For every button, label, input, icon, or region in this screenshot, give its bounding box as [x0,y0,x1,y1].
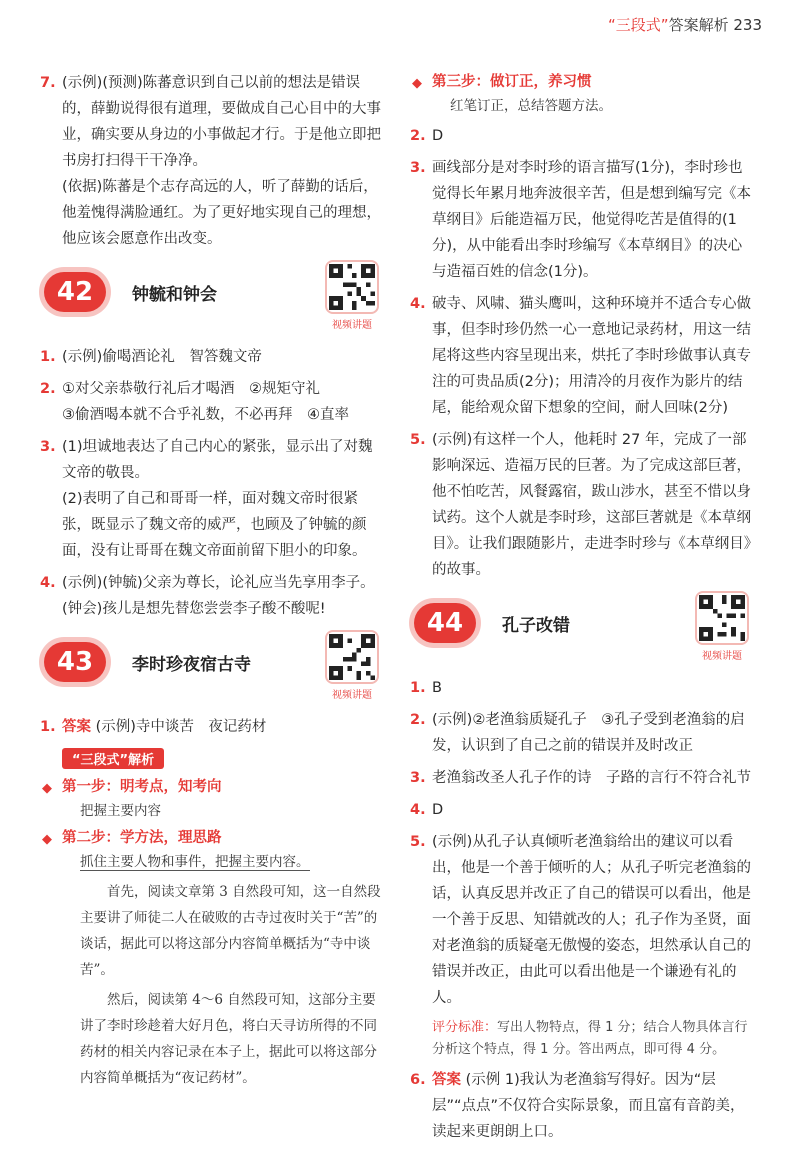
section-number-badge: 44 [414,603,476,643]
step-2 [40,826,385,850]
step-1 [40,775,385,799]
section-title: 钟毓和钟会 [132,285,217,305]
s43-question-5 [410,427,755,583]
video-qr-code[interactable] [325,260,379,331]
answer-text: B [432,680,442,696]
answer-text: 破寺、风啸、猫头鹰叫，这种环境并不适合专心做事，但李时珍仍然一心一意地记录药材，用这一结尾将这些内容呈现出来，烘托了李时珍做事认真专注的可贵品质(2分)；用清冷的月夜作为影片的结尾，能给观众留下想象的空间，耐人回味(2分) [432,296,751,416]
qr-caption: 视频讲题 [702,651,742,662]
q7-basis: (依据)陈蕃是个志存高远的人，听了薛勤的话后，他羞愧得满脸通红。为了更好地实现自己的理想，他应该会愿意作出改变。 [62,179,381,247]
question-number: 3. [410,160,426,176]
step-bullet-icon: ◆ [42,832,52,847]
qr-caption: 视频讲题 [332,320,372,331]
section-44-header [410,595,755,662]
answer-text: (示例 1)我认为老渔翁写得好。因为“层层”“点点”不仅符合实际景象，而且富有音韵美，读起来更朗朗上口。 [432,1072,745,1140]
s42-question-4 [40,570,385,622]
header-brand: “三段式” [608,16,669,34]
analysis-tag: “三段式”解析 [62,748,164,769]
question-number: 2. [40,381,56,397]
question-number: 1. [410,680,426,696]
question-number: 4. [40,575,56,591]
s44-question-3 [410,765,755,791]
answer-part-2: (2)表明了自己和哥哥一样，面对魏文帝时很紧张，既显示了魏文帝的威严，也顾及了钟毓的颜面，没有让哥哥在魏文帝面前留下胆小的印象。 [62,491,367,559]
answer-text: (示例)②老渔翁质疑孔子 ③孔子受到老渔翁的启发，认识到了自己之前的错误并及时改正 [432,712,745,754]
s44-question-4 [410,797,755,823]
page-header [608,14,762,35]
answer-part-1: (示例)(钟毓)父亲为尊长，论礼应当先享用李子。 [62,575,375,591]
section-number-badge: 42 [44,272,106,312]
scoring-text: 写出人物特点，得 1 分；结合人物具体言行分析这个特点，得 1 分。答出两点，即可得 4 分。 [432,1020,748,1057]
section-43-header [40,634,385,701]
question-number: 4. [410,802,426,818]
step-1-note: 把握主要内容 [80,803,161,819]
step-2-note [40,850,385,875]
answer-part-1: (1)坦诚地表达了自己内心的紧张，显示出了对魏文帝的敬畏。 [62,439,373,481]
scoring-criteria [410,1017,755,1061]
q7-prediction: (示例)(预测)陈蕃意识到自己以前的想法是错误的，薛勤说得很有道理，要做成自己心目中的大事业，确实要从身边的小事做起才行。于是他立即把书房打扫得干干净净。 [62,75,381,169]
right-column [410,70,755,1151]
s43-question-4 [410,291,755,421]
s43-question-1 [40,714,385,740]
answer-text: 画线部分是对李时珍的语言描写(1分)，李时珍也觉得长年累月地奔波很辛苦，但是想到编写完《本草纲目》后能造福万民，他觉得吃苦是值得的(1分)，从中能看出李时珍编写《本草纲目》的决心与造福百姓的信念(1分)。 [432,160,751,280]
s44-question-6 [410,1067,755,1145]
qr-caption: 视频讲题 [332,690,372,701]
video-qr-code[interactable] [325,630,379,701]
question-number: 3. [410,770,426,786]
answer-line: ①对父亲恭敬行礼后才喝酒 ②规矩守礼 [62,381,320,397]
s42-question-2 [40,376,385,428]
answer-text: (示例)寺中谈苦 夜记药材 [95,719,267,735]
step-bullet-icon: ◆ [412,76,422,91]
answer-part-2: (钟会)孩儿是想先替您尝尝李子酸不酸呢! [62,601,326,617]
question-number: 4. [410,296,426,312]
scoring-label: 评分标准： [432,1020,498,1035]
s43-question-3 [410,155,755,285]
answer-label: 答案 [62,719,91,735]
qr-code-icon [329,264,375,310]
question-7 [40,70,385,252]
section-title: 李时珍夜宿古寺 [132,655,251,675]
step-3 [410,70,755,94]
step-label: 第二步：学方法，理思路 [62,830,222,846]
question-number: 5. [410,432,426,448]
qr-code-icon [329,634,375,680]
left-column [40,70,385,1091]
step-label: 第一步：明考点，知考向 [62,779,222,795]
s42-question-1 [40,344,385,370]
answer-text: D [432,802,444,818]
page-number: 233 [733,16,762,34]
s44-question-5 [410,829,755,1011]
video-qr-code[interactable] [695,591,749,662]
question-number: 5. [410,834,426,850]
answer-text: (示例)从孔子认真倾听老渔翁给出的建议可以看出，他是一个善于倾听的人；从孔子听完老渔翁的话，认真反思并改正了自己的错误可以看出，他是一个善于反思、知错就改的人；孔子作为圣贤，面对老渔翁的质疑毫无傲慢的姿态，坦然承认自己的错误并改正，由此可以看出他是一个谦逊有礼的人。 [432,834,751,1006]
question-number: 1. [40,349,56,365]
question-number: 2. [410,128,426,144]
answer-text: D [432,128,444,144]
question-number: 7. [40,75,56,91]
section-title: 孔子改错 [502,616,570,636]
step-2-para-2: 然后，阅读第 4～6 自然段可知，这部分主要讲了李时珍趁着大好月色，将白天寻访所得的不同药材的相关内容记录在本子上，据此可以将这部分内容简单概括为“夜记药材”。 [80,992,377,1086]
s44-question-1 [410,675,755,701]
answer-text: (示例)有这样一个人，他耗时 27 年，完成了一部影响深远、造福万民的巨著。为了完成这部巨著，他不怕吃苦，风餐露宿，跋山涉水，甚至不惜以身试药。这个人就是李时珍，这部巨著就是《本草纲目》。让我们跟随影片，走进李时珍与《本草纲目》的故事。 [432,432,751,578]
qr-code-icon [699,595,745,641]
answer-text: (示例)偷喝酒论礼 智答魏文帝 [62,349,262,365]
question-number: 2. [410,712,426,728]
step-label: 第三步：做订正，养习惯 [432,74,592,90]
answer-label: 答案 [432,1072,461,1088]
section-42-header [40,264,385,331]
s44-question-2 [410,707,755,759]
header-title: 答案解析 [668,16,729,34]
answer-line: ③偷酒喝本就不合乎礼数，不必再拜 ④直率 [62,407,349,423]
question-number: 1. [40,719,56,735]
step-3-note: 红笔订正，总结答题方法。 [450,98,612,114]
question-number: 6. [410,1072,426,1088]
answer-text: 老渔翁改圣人孔子作的诗 子路的言行不符合礼节 [432,770,751,786]
step-bullet-icon: ◆ [42,781,52,796]
section-number-badge: 43 [44,642,106,682]
underlined-note: 抓住主要人物和事件，把握主要内容。 [80,854,310,870]
s43-question-2 [410,123,755,149]
s42-question-3 [40,434,385,564]
step-2-para-1: 首先，阅读文章第 3 自然段可知，这一自然段主要讲了师徒二人在破败的古寺过夜时关于“苦”的谈话，据此可以将这部分内容简单概括为“寺中谈苦”。 [80,884,381,978]
question-number: 3. [40,439,56,455]
